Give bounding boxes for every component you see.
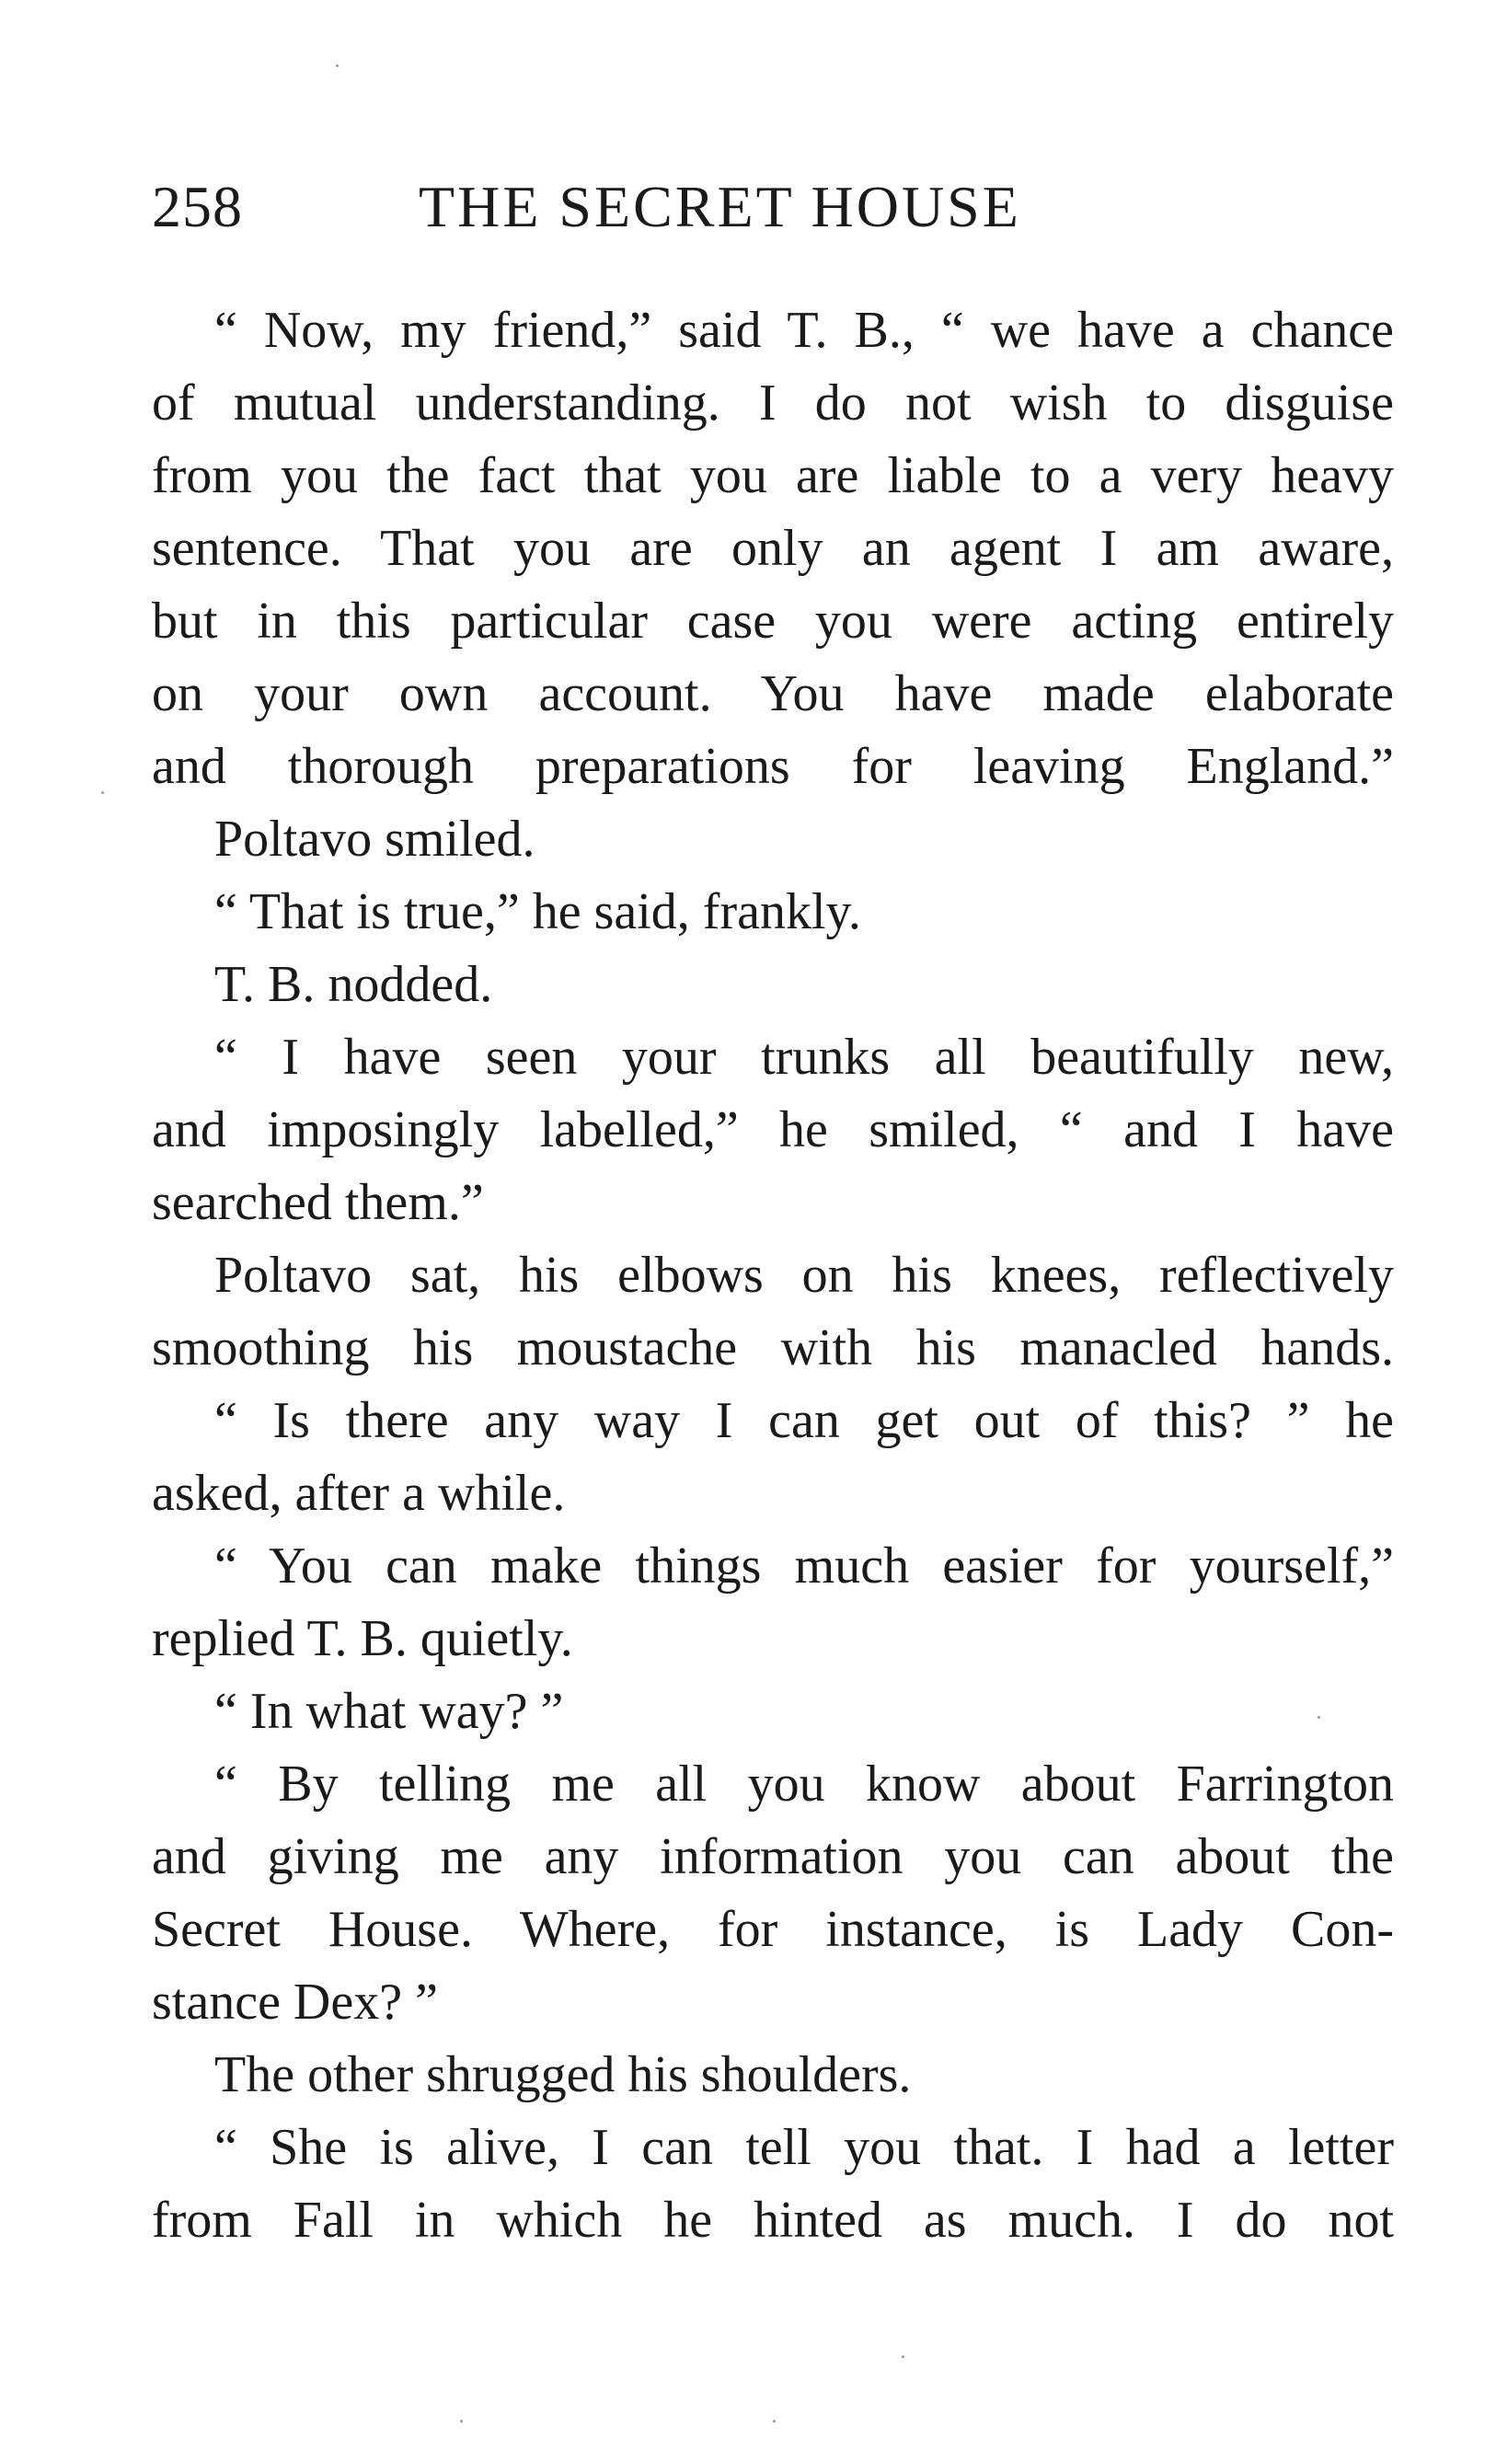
text-line: Poltavo smiled. [214, 811, 535, 868]
running-head [152, 170, 1394, 244]
text-line: but in this particular case you were acting entirely [152, 593, 1394, 650]
text-line: “ In what way? ” [214, 1683, 564, 1740]
body-text [152, 294, 1394, 2257]
text-line: “ That is true,” he said, frankly. [214, 883, 861, 940]
text-line: and giving me any information you can about the [152, 1828, 1394, 1885]
speck [902, 2355, 904, 2358]
page-number: 258 [152, 174, 243, 239]
text-line: smoothing his moustache with his manacled hands. [152, 1319, 1394, 1376]
text-line: from Fall in which he hinted as much. I do not [152, 2192, 1394, 2249]
text-line: Poltavo sat, his elbows on his knees, reflectively [214, 1247, 1394, 1304]
text-line: of mutual understanding. I do not wish to disguise [152, 374, 1394, 432]
text-line: and thorough preparations for leaving England.” [152, 738, 1394, 795]
speck [773, 2420, 776, 2423]
speck [1318, 1716, 1320, 1719]
text-line: asked, after a while. [152, 1465, 566, 1522]
text-line: sentence. That you are only an agent I am aware, [152, 520, 1394, 577]
text-line: stance Dex? ” [152, 1974, 438, 2031]
text-line: The other shrugged his shoulders. [214, 2046, 912, 2103]
speck [336, 64, 339, 67]
text-line: on your own account. You have made elaborate [152, 665, 1394, 722]
text-line: “ She is alive, I can tell you that. I had a letter [214, 2119, 1394, 2176]
text-line: “ Now, my friend,” said T. B., “ we have a chance [214, 302, 1394, 359]
text-line: Secret House. Where, for instance, is Lady Con- [152, 1901, 1394, 1958]
text-line: “ I have seen your trunks all beautifully new, [214, 1029, 1394, 1086]
speck [101, 791, 104, 794]
speck [460, 2420, 463, 2423]
text-line: “ You can make things much easier for yourself,” [214, 1537, 1394, 1595]
text-line: “ By telling me all you know about Farrington [214, 1756, 1394, 1813]
text-line: and imposingly labelled,” he smiled, “ and I have [152, 1101, 1394, 1158]
text-line: searched them.” [152, 1174, 484, 1231]
running-title: THE SECRET HOUSE [419, 174, 1021, 239]
text-line: “ Is there any way I can get out of this? ” he [214, 1392, 1394, 1449]
text-line: replied T. B. quietly. [152, 1610, 573, 1667]
text-line: from you the fact that you are liable to a very heavy [152, 447, 1394, 504]
text-line: T. B. nodded. [214, 956, 493, 1013]
